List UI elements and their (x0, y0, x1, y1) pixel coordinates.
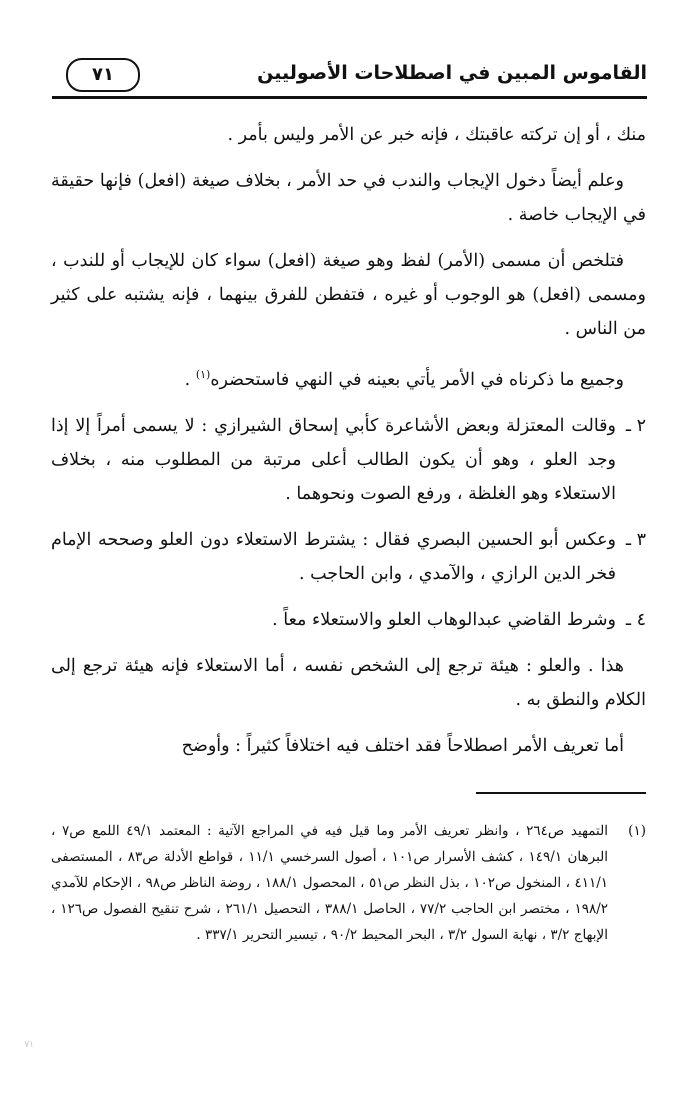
footnote-text: التمهيد ص٢٦٤ ، وانظر تعريف الأمر وما قيل فيه في المراجع الآتية : المعتمد ٤٩/١ اللمع ص٧ ، البرهان ١٤٩/١ ، كشف الأسرار ص١٠١ ، أصول السرخسي ١١/١ ، قواطع الأدلة ص٨٣ ، المستصفى ٤١١/١ ، المنخول ص١٠٢ ، بذل النظر ص٥١ ، المحصول ١٨٨/١ ، روضة الناظر ص٩٨ ، الإحكام للآمدي ١٩٨/٢ ، مختصر ابن الحاجب ٧٧/٢ ، الحاصل ٣٨٨/١ ، التحصيل ٢٦١/١ ، شرح تنقيح الفصول ص١٢٦ ، الإبهاج ٣/٢ ، نهاية السول ٣/٢ ، البحر المحيط ٩٠/٢ ، تيسير التحرير ٣٣٧/١ . (51, 823, 609, 943)
paragraph-end: . (184, 369, 196, 390)
footnote-marker: (١) (628, 823, 646, 839)
numbered-item (51, 523, 646, 591)
margin-mark: ٧١ (24, 1040, 34, 1050)
item-text: وقالت المعتزلة وبعض الأشاعرة كأبي إسحاق الشيرازي : لا يسمى أمراً إلا إذا وجد العلو ، وهو أن يكون الطالب أعلى مرتبة من المطلوب منه ، بخلاف الاستعلاء وهو الغلظة ، ورفع الصوت ونحوهما . (51, 415, 616, 504)
page-number-badge: ٧١ (66, 58, 140, 92)
item-text: وشرط القاضي عبدالوهاب العلو والاستعلاء معاً . (272, 609, 616, 630)
item-number: ٤ ـ (625, 609, 646, 630)
running-title: القاموس المبين في اصطلاحات الأصوليين (257, 62, 647, 84)
paragraph: هذا . والعلو : هيئة ترجع إلى الشخص نفسه ، أما الاستعلاء فإنه هيئة ترجع إلى الكلام والنطق به . (51, 655, 646, 710)
item-number: ٣ ـ (625, 529, 646, 550)
page-header (52, 56, 647, 100)
item-number: ٢ ـ (625, 415, 646, 436)
paragraph: فتلخص أن مسمى (الأمر) لفظ وهو صيغة (افعل) سواء كان للإيجاب أو للندب ، ومسمى (افعل) هو الوجوب أو غيره ، فتفطن للفرق بينهما ، فإنه يشتبه على كثير من الناس . (51, 251, 646, 339)
footnote (51, 818, 646, 948)
footnote-reference[interactable]: (١) (195, 368, 211, 381)
numbered-item (51, 603, 646, 637)
paragraph: أما تعريف الأمر اصطلاحاً فقد اختلف فيه اختلافاً كثيراً : وأوضح (181, 735, 624, 756)
paragraph: وعلم أيضاً دخول الإيجاب والندب في حد الأمر ، بخلاف صيغة (افعل) فإنها حقيقة في الإيجاب خاصة . (51, 171, 646, 225)
footnote-divider (476, 792, 646, 794)
paragraph: منك ، أو إن تركته عاقبتك ، فإنه خبر عن الأمر وليس بأمر . (227, 125, 646, 145)
item-text: وعكس أبو الحسين البصري فقال : يشترط الاستعلاء دون العلو وصححه الإمام فخر الدين الرازي ، والآمدي ، وابن الحاجب . (51, 529, 616, 584)
paragraph-text: وجميع ما ذكرناه في الأمر يأتي بعينه في النهي فاستحضره (210, 369, 624, 390)
numbered-item (51, 409, 646, 511)
main-text (51, 118, 646, 775)
paragraph-with-footnote (51, 358, 646, 397)
header-divider (52, 96, 647, 99)
